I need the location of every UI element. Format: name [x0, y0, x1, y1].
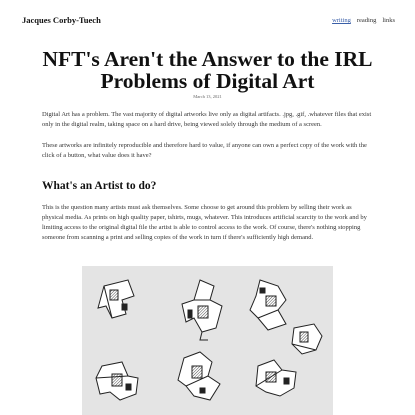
- site-header: [0, 15, 415, 27]
- post-title: NFT's Aren't the Answer to the IRL Problems of Digital Art: [42, 47, 373, 93]
- post-date: March 13, 2021: [193, 94, 222, 99]
- artwork-drawing: [82, 266, 333, 415]
- artwork-image: [82, 266, 333, 415]
- paragraph-intro: Digital Art has a problem. The vast majority of digital artworks live only as digital artifacts. .jpg, .gif, .whatever files that exist only in the digital realm, taking space on a hard drive, being viewed solely through the medium of a screen.: [42, 111, 372, 128]
- nav-reading[interactable]: reading: [356, 17, 377, 24]
- site-name[interactable]: Jacques Corby-Tuech: [22, 15, 101, 25]
- paragraph-value: These artworks are infinitely reproducible and therefore hard to value, if anyone can own a perfect copy of the work with the click of a button, what value does it have?: [42, 142, 367, 159]
- section-heading: What's an Artist to do?: [42, 180, 157, 192]
- paragraph-artist-question: This is the question many artists must ask themselves. Some choose to get around this problem by selling their work as physical media. As prints on high quality paper, tshirts, mugs, whatever. This introduces artificial scarcity to the work and by limiting access to the original digital file the artist is able to control access to the work. Of course, there's nothing stopping someone from scanning a print and selling copies of the work in turn if there's sufficiently high demand.: [42, 204, 367, 241]
- nav-writing[interactable]: writing: [332, 17, 351, 24]
- nav-links[interactable]: links: [382, 17, 395, 24]
- main-nav: [332, 16, 395, 25]
